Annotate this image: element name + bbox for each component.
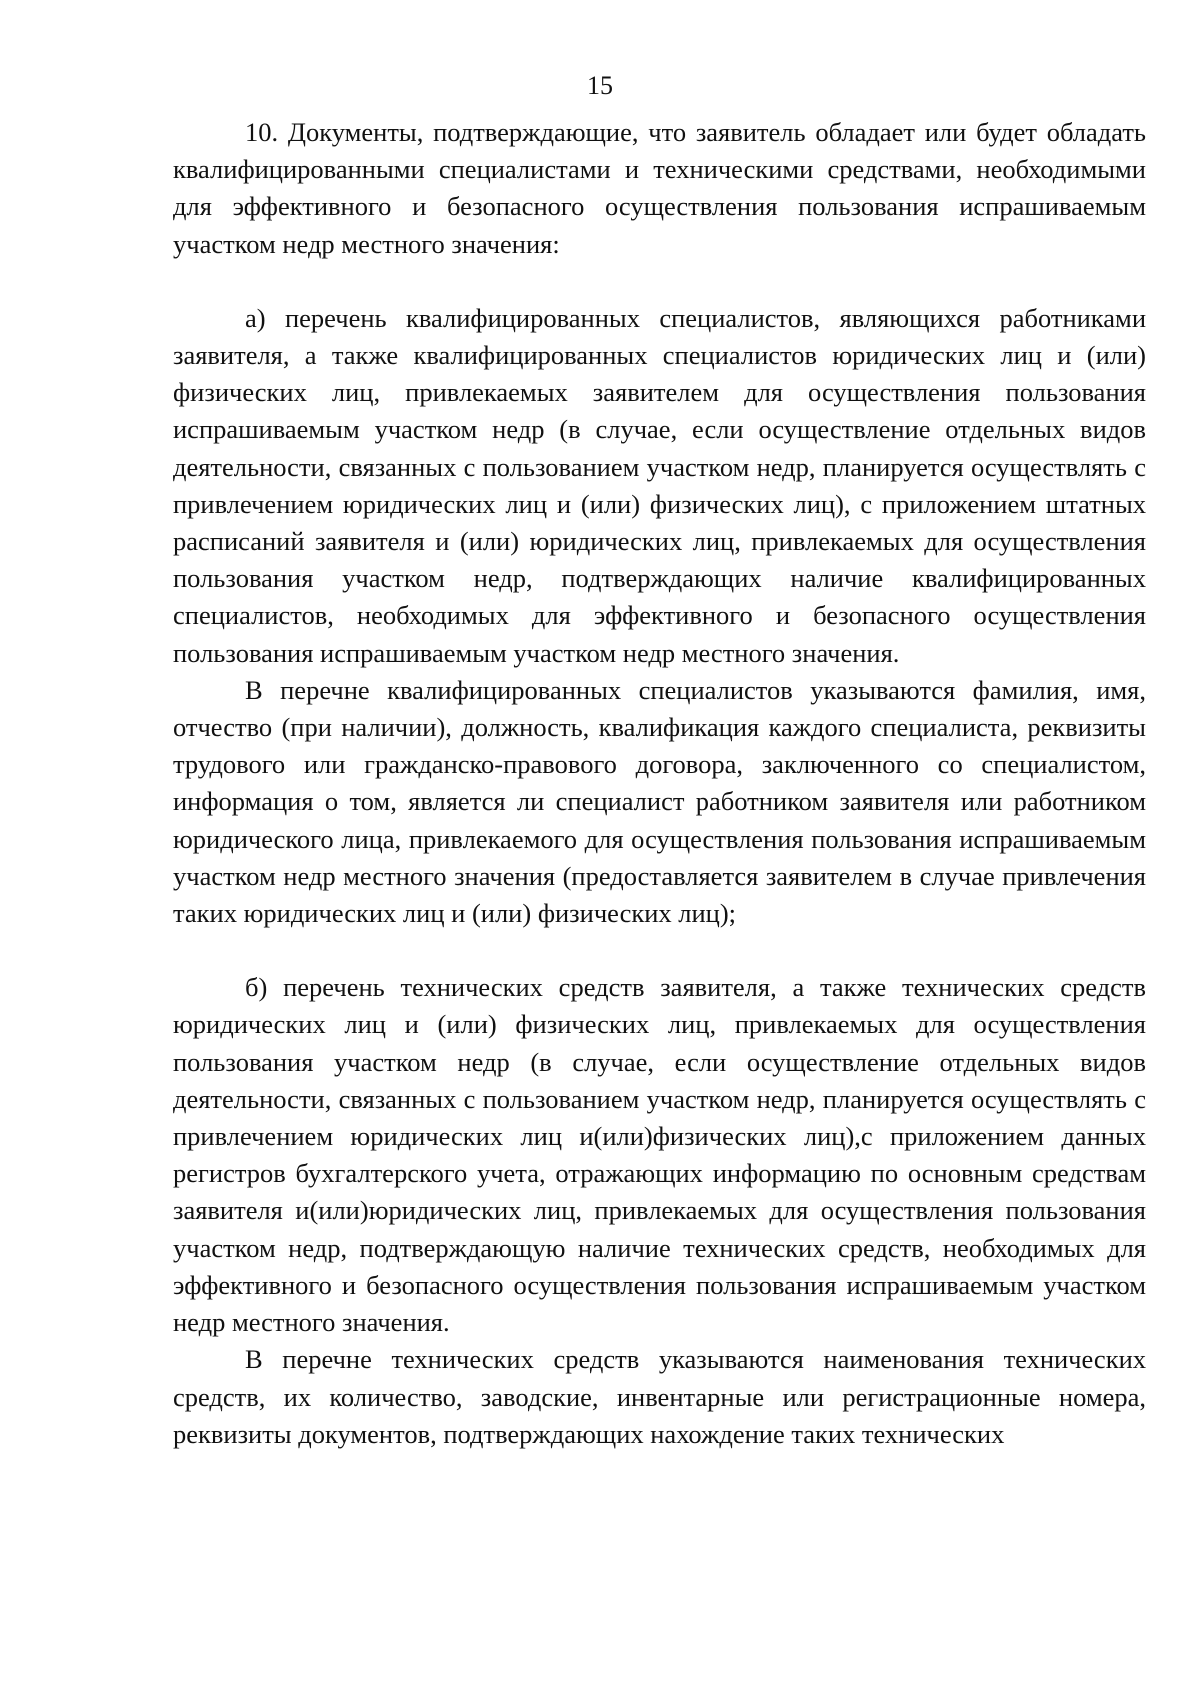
- paragraph-spacer: [173, 263, 1146, 300]
- paragraph-item-10: 10. Документы, подтверждающие, что заявитель обладает или будет обладать квалифицированными специалистами и техническими средствами, необходимыми для эффективного и безопасного осуществления пользования испрашиваемым участком недр местного значения:: [173, 117, 1146, 259]
- paragraph-specialists-list-details: В перечне квалифицированных специалистов указываются фамилия, имя, отчество (при наличии), должность, квалификация каждого специалиста, реквизиты трудового или гражданско-правового договора, заключенного со специалистом, информация о том, является ли специалист работником заявителя или работником юридического лица, привлекаемого для осуществления пользования испрашиваемым участком недр местного значения (предоставляется заявителем в случае привлечения таких юридических лиц и (или) физических лиц);: [173, 674, 1146, 929]
- document-body: [173, 114, 1146, 1453]
- paragraph-spacer: [173, 932, 1146, 969]
- paragraph-subitem-b: б) перечень технических средств заявителя, а также технических средств юридических лиц и (или) физических лиц, привлекаемых для осуществления пользования участком недр (в случае, если осуществление отдельных видов деятельности, связанных с пользованием участком недр, планируется осуществлять с привлечением юридических лиц и(или)физических лиц),с приложением данных регистров бухгалтерского учета, отражающих информацию по основным средствам заявителя и(или)юридических лиц, привлекаемых для осуществления пользования участком недр, подтверждающую наличие технических средств, необходимых для эффективного и безопасного осуществления пользования испрашиваемым участком недр местного значения.: [173, 972, 1146, 1338]
- paragraph-subitem-a: а) перечень квалифицированных специалистов, являющихся работниками заявителя, а также квалифицированных специалистов юридических лиц и (или) физических лиц, привлекаемых заявителем для осуществления пользования испрашиваемым участком недр (в случае, если осуществление отдельных видов деятельности, связанных с пользованием участком недр, планируется осуществлять с привлечением юридических лиц и (или) физических лиц), с приложением штатных расписаний заявителя и (или) юридических лиц, привлекаемых для осуществления пользования участком недр, подтверждающих наличие квалифицированных специалистов, необходимых для эффективного и безопасного осуществления пользования испрашиваемым участком недр местного значения.: [173, 302, 1146, 668]
- page-number: 15: [587, 71, 613, 100]
- paragraph-technical-means-details: В перечне технических средств указываются наименования технических средств, их количество, заводские, инвентарные или регистрационные номера, реквизиты документов, подтверждающих нахождение таких технических: [173, 1344, 1146, 1449]
